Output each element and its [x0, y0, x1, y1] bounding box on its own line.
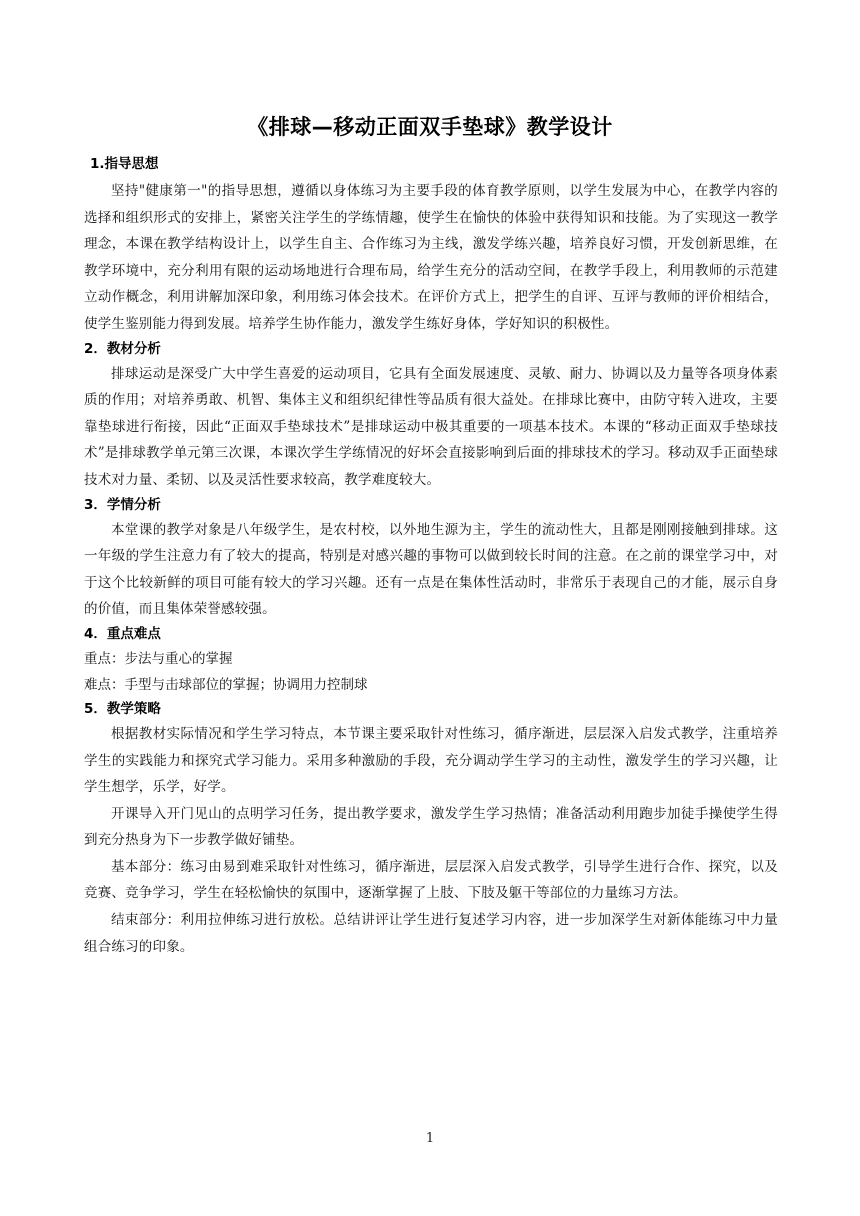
section-heading-teaching-strategy: 5．教学策略: [84, 700, 161, 717]
key-point-line: 重点：步法与重心的掌握: [84, 650, 233, 667]
section-heading-textbook-analysis: 2．教材分析: [84, 340, 161, 357]
page-number: 1: [425, 1131, 435, 1146]
section-paragraph: 基本部分：练习由易到难采取针对性练习，循序渐进，层层深入启发式教学，引导学生进行合作、探究，以及竞赛、竞争学习，学生在轻松愉快的氛围中，逐渐掌握了上肢、下肢及躯干等部位的力量练习方法。: [84, 858, 778, 902]
section-paragraph: 开课导入开门见山的点明学习任务，提出教学要求，激发学生学习热情；准备活动利用跑步加徒手操使学生得到充分热身为下一步教学做好铺垫。: [84, 805, 778, 849]
document-title: 《排球—移动正面双手垫球》教学设计: [247, 115, 613, 139]
section-paragraph: 结束部分：利用拉伸练习进行放松。总结讲评让学生进行复述学习内容，进一步加深学生对新体能练习中力量组合练习的印象。: [84, 912, 778, 955]
section-heading-student-analysis: 3．学情分析: [84, 496, 161, 513]
document-body: [84, 153, 778, 960]
section-paragraph: 坚持"健康第一"的指导思想，遵循以身体练习为主要手段的体育教学原则，以学生发展为中心，在教学内容的选择和组织形式的安排上，紧密关注学生的学练情趣，使学生在愉快的体验中获得知识和技能。为了实现这一教学理念，本课在教学结构设计上，以学生自主、合作练习为主线，激发学练兴趣，培养良好习惯，开发创新思维，在教学环境中，充分利用有限的运动场地进行合理布局，给学生充分的活动空间，在教学手段上，利用教师的示范建立动作概念，利用讲解加深印象，利用练习体会技术。在评价方式上，把学生的自评、互评与教师的评价相结合，使学生鉴别能力得到发展。培养学生协作能力，激发学生练好身体，学好知识的积极性。: [84, 183, 778, 332]
section-heading-key-difficulties: 4．重点难点: [84, 625, 161, 642]
section-paragraph: 排球运动是深受广大中学生喜爱的运动项目，它具有全面发展速度、灵敏、耐力、协调以及力量等各项身体素质的作用；对培养勇敢、机智、集体主义和组织纪律性等品质有很大益处。在排球比赛中，由防守转入进攻，主要靠垫球进行衔接，因此“正面双手垫球技术”是排球运动中极其重要的一项基本技术。本课的“移动正面双手垫球技术”是排球教学单元第三次课，本课次学生学练情况的好坏会直接影响到后面的排球技术的学习。移动双手正面垫球技术对力量、柔韧、以及灵活性要求较高，教学难度较大。: [84, 365, 778, 488]
section-paragraph: 根据教材实际情况和学生学习特点，本节课主要采取针对性练习，循序渐进，层层深入启发式教学，注重培养学生的实践能力和探究式学习能力。采用多种激励的手段，充分调动学生学习的主动性，激发学生的学习兴趣，让学生想学，乐学，好学。: [84, 725, 778, 796]
section-paragraph: 本堂课的教学对象是八年级学生，是农村校，以外地生源为主，学生的流动性大，且都是刚刚接触到排球。这一年级的学生注意力有了较大的提高，特别是对感兴趣的事物可以做到较长时间的注意。在之前的课堂学习中，对于这个比较新鲜的项目可能有较大的学习兴趣。还有一点是在集体性活动时，非常乐于表现自己的才能，展示自身的价值，而且集体荣誉感较强。: [84, 521, 778, 618]
difficulty-line: 难点：手型与击球部位的掌握；协调用力控制球: [84, 676, 368, 693]
section-heading-guiding-ideology: 1.指导思想: [90, 156, 159, 172]
